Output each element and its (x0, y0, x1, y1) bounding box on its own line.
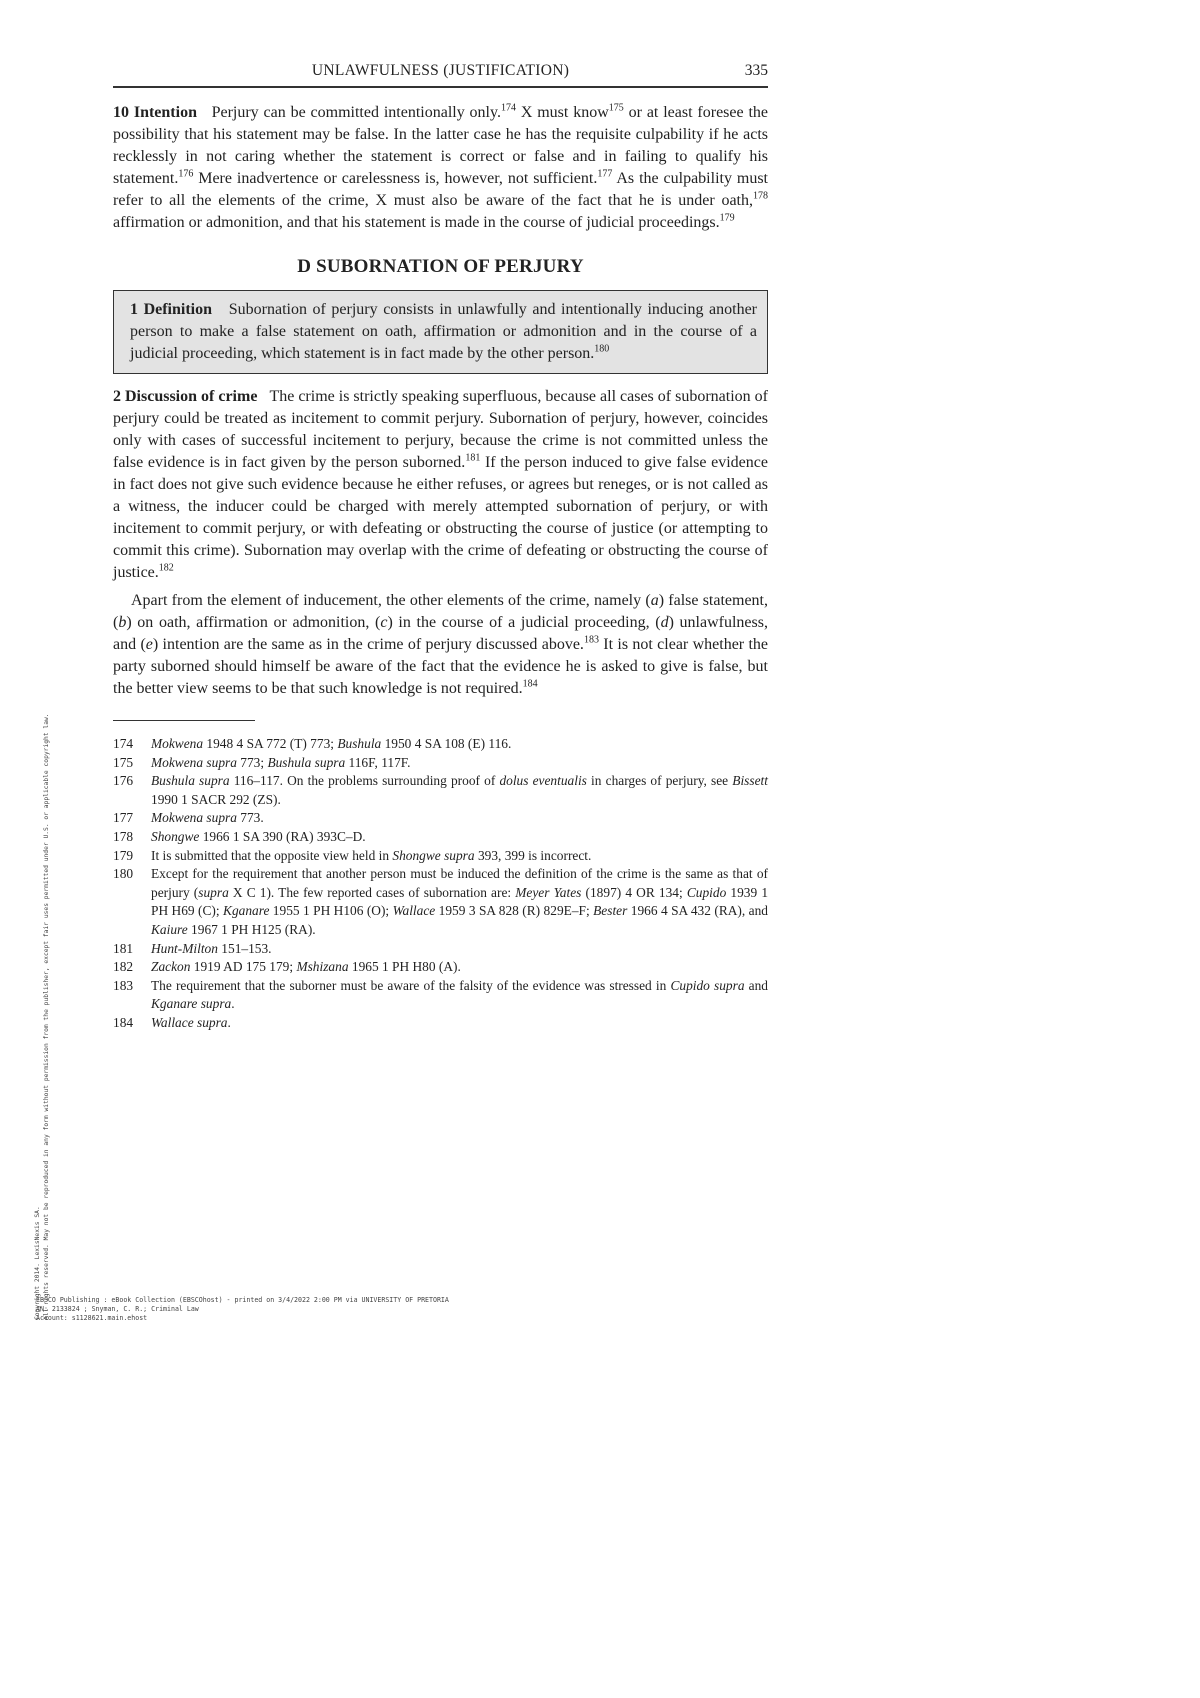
running-header (113, 58, 768, 88)
body-text: Mere inadvertence or carelessness is, however, not sufficient. (193, 170, 598, 187)
footnote-182 (113, 958, 768, 977)
footnote-ref-182[interactable]: 182 (158, 562, 174, 574)
footnote-text: Zackon 1919 AD 175 179; Mshizana 1965 1 PH H80 (A). (151, 959, 461, 975)
footnote-ref-184[interactable]: 184 (522, 678, 538, 690)
footnote-separator (113, 720, 255, 721)
copyright-line: All rights reserved. May not be reproduced in any form without permission from the publisher, except fair uses permitted under U.S. or applicable copyright law. (43, 713, 50, 1320)
footnote-179 (113, 847, 768, 866)
body-text: Apart from the element of inducement, the other elements of the crime, namely ( (131, 592, 651, 609)
footnote-text: Mokwena 1948 4 SA 772 (T) 773; Bushula 1950 4 SA 108 (E) 116. (151, 736, 512, 751)
download-line: Account: s1128621.main.ehost (36, 1314, 148, 1322)
footnote-175 (113, 754, 768, 773)
intention-paragraph (113, 102, 768, 234)
running-title: UNLAWFULNESS (JUSTIFICATION) (311, 62, 570, 79)
body-text: or at least foresee the possibility that his statement may be false. In the latter case he has the requisite culpability if he acts recklessly in not caring whether the statement is correct or false and in failing to qualify his statement. (113, 104, 768, 187)
definition-paragraph (130, 299, 757, 365)
body-text: The crime is strictly speaking superfluous, because all cases of subornation of perjury could be treated as incitement to commit perjury. Subornation of perjury, however, coincides only with cases of successful incitement to perjury, because the crime is not committed unless the false evidence is in fact given by the person suborned. (113, 388, 768, 471)
body-text: If the person induced to give false evidence in fact does not give such evidence because he either refuses, or agrees but reneges, or is not called as a witness, the inducer could be charged with merely attempted subornation of perjury, or with incitement to commit perjury, or with defeating or obstructing the course of justice (or attempting to commit this crime). Subornation may overlap with the crime of defeating or obstructing the course of justice. (113, 454, 768, 581)
footnote-ref-179[interactable]: 179 (719, 212, 735, 224)
footnote-number: 176 (113, 773, 134, 789)
footnote-181 (113, 940, 768, 959)
footnote-177 (113, 809, 768, 828)
definition-text: Subornation of perjury consists in unlawfully and intentionally inducing another person to make a false statement on oath, affirmation or admonition and in the course of a judicial proceeding, which statement is in fact made by the other person. (130, 301, 757, 362)
discussion-paragraph (113, 386, 768, 584)
footnote-ref-181[interactable]: 181 (465, 452, 481, 464)
body-text: Perjury can be committed intentionally only. (211, 104, 501, 121)
download-line: EBSCO Publishing : eBook Collection (EBSCOhost) - printed on 3/4/2022 2:00 PM via UNIVERSITY OF PRETORIA (36, 1296, 449, 1304)
body-text: affirmation or admonition, and that his statement is made in the course of judicial proceedings. (113, 214, 720, 231)
footnote-184 (113, 1014, 768, 1033)
footnote-number: 178 (113, 828, 134, 844)
footnote-text: Hunt-Milton 151–153. (151, 940, 272, 956)
footnote-text: Except for the requirement that another person must be induced the definition of the crime is the same as that of perjury (supra X C 1). The few reported cases of subornation are: Meyer Yates (1897) 4 OR 134; Cupido 1939 1 PH H69 (C); Kganare 1955 1 PH H106 (O); Wallace 1959 3 SA 828 (R) 829E–F; Bester 1966 4 SA 432 (RA), and Kaiure 1967 1 PH H125 (RA). (151, 866, 769, 937)
list-marker: e (145, 636, 153, 653)
body-text: As the culpability must refer to all the elements of the crime, X must also be aware of the fact that he is under oath, (113, 170, 768, 209)
footnote-text: It is submitted that the opposite view held in Shongwe supra 393, 399 is incorrect. (151, 847, 592, 863)
discussion-heading: 2 Discussion of crime (113, 388, 258, 405)
list-marker: a (650, 592, 659, 609)
body-text: ) intention are the same as in the crime of perjury discussed above. (152, 636, 584, 653)
book-page (113, 58, 768, 1033)
page-number: 335 (744, 62, 768, 79)
footnote-number: 184 (113, 1014, 134, 1030)
copyright-notice (33, 440, 51, 1320)
footnote-ref-177[interactable]: 177 (597, 168, 613, 180)
footnote-number: 177 (113, 810, 134, 826)
footnote-ref-178[interactable]: 178 (753, 190, 768, 202)
body-text: ) in the course of a judicial proceeding, ( (387, 614, 661, 631)
list-marker: c (380, 614, 388, 631)
footnotes (113, 735, 768, 1033)
list-marker: d (660, 614, 669, 631)
footnote-ref-175[interactable]: 175 (608, 102, 624, 114)
footnote-text: The requirement that the suborner must be aware of the falsity of the evidence was stressed in Cupido supra and Kganare supra. (151, 977, 768, 1012)
definition-box (113, 290, 768, 374)
body-text: ) on oath, affirmation or admonition, ( (126, 614, 381, 631)
body-text: It is not clear whether the party suborned should himself be aware of the fact that the evidence he is asked to give is false, but the better view seems to be that such knowledge is not required. (113, 636, 769, 697)
footnote-ref-174[interactable]: 174 (500, 102, 516, 114)
section-heading: D SUBORNATION OF PERJURY (297, 256, 584, 277)
definition-heading: 1 Definition (130, 301, 213, 318)
copyright-line: Copyright 2014. LexisNexis SA. (34, 1206, 41, 1320)
footnote-text: Shongwe 1966 1 SA 390 (RA) 393C–D. (151, 828, 366, 844)
body-text: ) unlawfulness, and ( (113, 614, 768, 653)
footnote-number: 180 (113, 866, 134, 882)
footnote-number: 182 (113, 959, 134, 975)
footnote-180 (113, 865, 768, 939)
footnote-text: Bushula supra 116–117. On the problems surrounding proof of dolus eventualis in charges of perjury, see Bissett 1990 1 SACR 292 (ZS). (151, 773, 768, 807)
footnote-ref-180[interactable]: 180 (594, 343, 610, 355)
footnote-ref-176[interactable]: 176 (178, 168, 194, 180)
footnote-text: Mokwena supra 773; Bushula supra 116F, 117F. (151, 754, 411, 770)
footnote-number: 179 (113, 847, 134, 863)
footnote-number: 175 (113, 754, 134, 770)
footnote-183 (113, 977, 768, 1014)
footnote-174 (113, 735, 768, 754)
footnote-text: Mokwena supra 773. (151, 810, 264, 826)
download-line: AN: 2133824 ; Snyman, C. R.; Criminal Law (36, 1305, 199, 1313)
footnote-ref-183[interactable]: 183 (583, 634, 599, 646)
footnote-number: 181 (113, 940, 134, 956)
body-text: ) false statement, ( (113, 592, 769, 631)
footnote-number: 183 (113, 977, 134, 993)
footnote-text: Wallace supra. (151, 1014, 231, 1030)
footnote-176 (113, 772, 768, 809)
footnote-number: 174 (113, 736, 134, 751)
list-marker: b (118, 614, 127, 631)
elements-paragraph (113, 590, 768, 700)
download-notice (36, 1296, 449, 1323)
footnote-178 (113, 828, 768, 847)
intention-heading: 10 Intention (113, 104, 197, 121)
body-text: X must know (515, 104, 609, 121)
